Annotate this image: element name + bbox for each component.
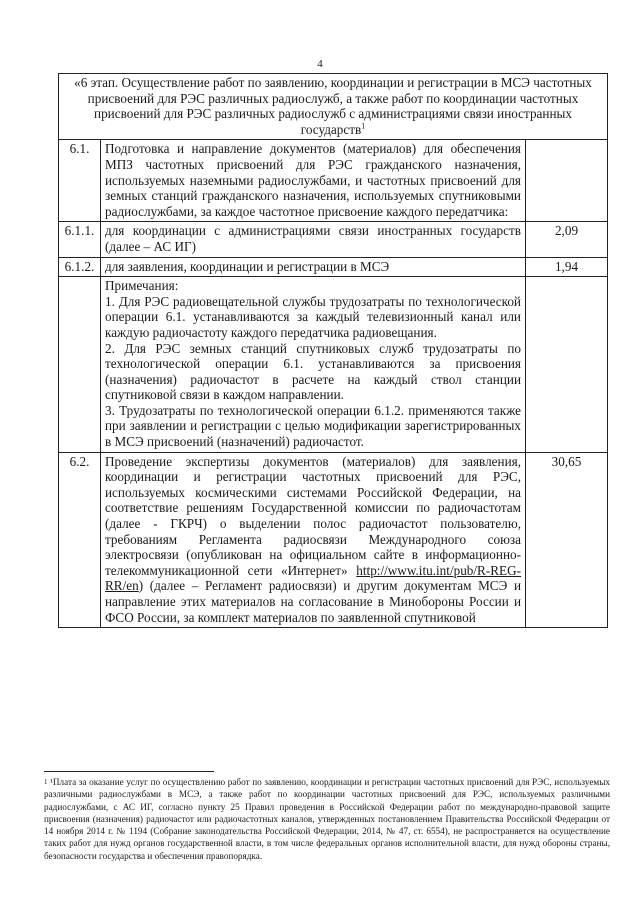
row-number: 6.1.	[59, 140, 101, 222]
table-row	[59, 257, 608, 277]
notes-title: Примечания:	[105, 278, 179, 294]
row-value: 30,65	[526, 452, 608, 628]
notes-cell	[101, 277, 526, 453]
row-value	[526, 140, 608, 222]
footnote	[44, 776, 610, 862]
footnote-divider	[44, 771, 214, 772]
tariff-table	[58, 73, 608, 628]
table-row	[59, 222, 608, 257]
row-text: для заявления, координации и регистрации в МСЭ	[101, 257, 526, 277]
row-value: 1,94	[526, 257, 608, 277]
table-row	[59, 140, 608, 222]
note-item: 3. Трудозатраты по технологической операции 6.1.2. применяются также при заявлении и регистрации с целью модификации зарегистрированных в МСЭ присвоений (назначений) радиочастот.	[105, 402, 521, 450]
stage-header-row	[59, 74, 608, 140]
page-number: 4	[317, 58, 323, 70]
notes-row	[59, 277, 608, 453]
row-text	[101, 452, 526, 628]
notes-value-cell	[526, 277, 608, 453]
stage-footnote-ref: 1	[361, 121, 366, 131]
row-number: 6.1.1.	[59, 222, 101, 257]
row-number: 6.1.2.	[59, 257, 101, 277]
stage-title-cell	[59, 74, 608, 140]
row-text-part: Проведение экспертизы документов (материалов) для заявления, координации и регистрации частотных присвоений для РЭС, используемых космическими системами Российской Федерации, на соответствие решениям Государственной комиссии по радиочастотам (далее - ГКРЧ) о выделении полос радиочастот пользователю, требованиям Регламента радиосвязи Международного союза электросвязи (опубликован на официальном сайте в информационно-телекоммуникационной сети «Интернет»	[105, 453, 521, 578]
row-value: 2,09	[526, 222, 608, 257]
row-number: 6.2.	[59, 452, 101, 628]
row-text: для координации с администрациями связи иностранных государств (далее – АС ИГ)	[101, 222, 526, 257]
notes-empty-cell	[59, 277, 101, 453]
note-item: 1. Для РЭС радиовещательной службы трудозатраты по технологической операции 6.1. устанавливаются за каждый телевизионный канал или каждую радиочастоту каждого передатчика радиовещания.	[105, 293, 521, 340]
footnote-text: ¹Плата за оказание услуг по осуществлению работ по заявлению, координации и регистрации частотных присвоений для РЭС, используемых различными радиослужбами в МСЭ, а также работ по координации частотных присвоений для РЭС, используемых различными радиослужбами, с АС ИГ, согласно пункту 25 Правил проведения в Российской Федерации работ по международно-правовой защите присвоения (назначения) радиочастот или радиочастотных каналов, утвержденных постановлением Правительства Российской Федерации от 14 ноября 2014 г. № 1194 (Собрание законодательства Российской Федерации, 2014, № 47, ст. 6554), не распространяется на осуществление таких работ для нужд органов государственной власти, в том числе федеральных органов исполнительной власти, для нужд обороны страны, безопасности государства и обеспечения правопорядка.	[44, 777, 610, 861]
itu-link[interactable]: http://www.itu.int/pub/R-REG-RR/en	[105, 562, 522, 594]
row-text: Подготовка и направление документов (материалов) для обеспечения МПЗ частотных присвоений для РЭС гражданского назначения, используемых наземными радиослужбами, и частотных присвоений для земных станций гражданского назначения, используемых спутниковыми радиослужбами, за каждое частотное присвоение каждого передатчика:	[101, 140, 526, 222]
table-row	[59, 452, 608, 628]
footnote-mark: 1	[44, 778, 48, 786]
note-item: 2. Для РЭС земных станций спутниковых служб трудозатраты по технологической операции 6.1. устанавливаются за присвоения (назначения) радиочастот в расчете на каждый ствол станции спутниковой связи в каждом направлении.	[105, 340, 521, 403]
row-text-part: ) (далее – Регламент радиосвязи) и другим документам МСЭ и направление этих материалов на согласование в Минобороны России и ФСО России, за комплект материалов по заявленной спутниковой	[105, 578, 521, 625]
stage-title: «6 этап. Осуществление работ по заявлению, координации и регистрации в МСЭ частотных присвоений для РЭС различных радиослужб, а также работ по координации частотных присвоений для РЭС различных радиослужб с администрациями связи иностранных государств	[74, 75, 592, 137]
